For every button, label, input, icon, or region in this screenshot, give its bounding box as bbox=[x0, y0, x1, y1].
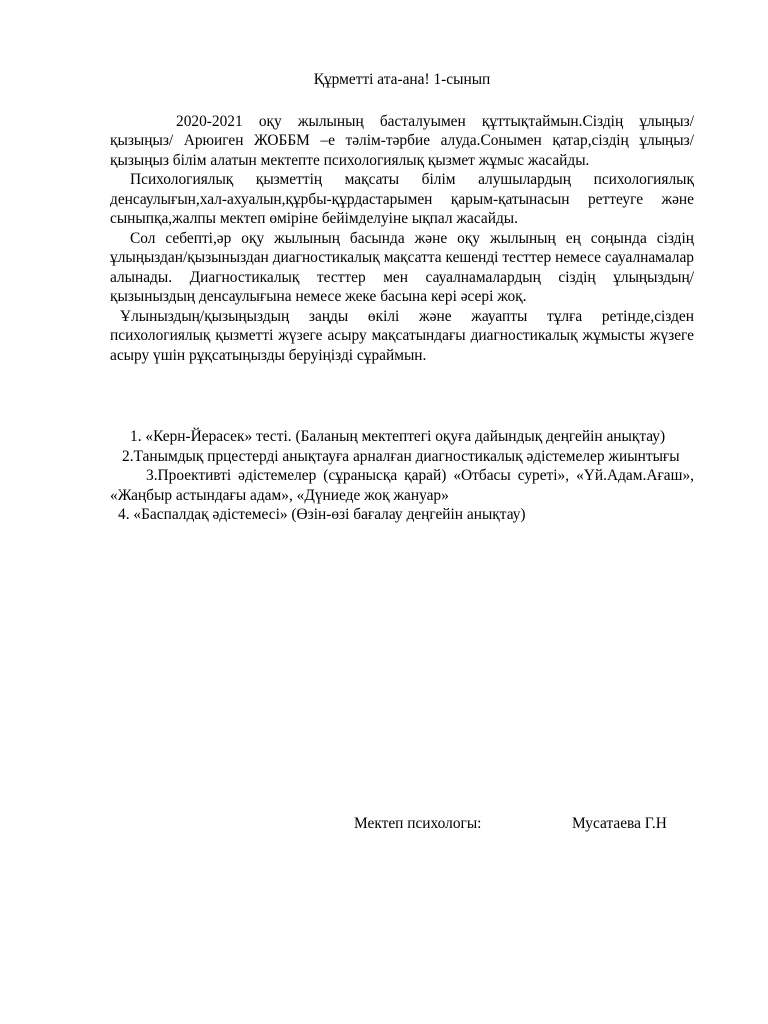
list-item: 3.Проективті әдістемелер (сұранысқа қарай) «Отбасы суреті», «Үй.Адам.Ағаш», «Жаңбыр астындағы адам», «Дүниеде жоқ жануар» bbox=[110, 467, 694, 504]
signature-name: Мусатаева Г.Н bbox=[572, 815, 667, 832]
paragraph-purpose: Психологиялық қызметтің мақсаты білім алушылардың психологиялық денсаулығын,хал-ахуалын,құрбы-құрдастарымен қарым-қатынасын реттеуге және сыныпқа,жалпы мектеп өміріне бейімделуіне ықпал жасайды. bbox=[110, 171, 694, 227]
signature-role: Мектеп психологы: bbox=[354, 815, 482, 832]
list-item: 1. «Керн-Йерасек» тесті. (Баланың мектептегі оқуға дайындық деңгейін анықтау) bbox=[130, 428, 666, 445]
list-item: 2.Танымдық прцестерді анықтауға арналған диагностикалық әдістемелер жиынтығы bbox=[122, 447, 680, 465]
paragraph-diagnostics: Сол себепті,әр оқу жылының басында және оқу жылының ең соңында сіздің ұлыңыздан/қызыныздан диагностикалық мақсатта кешенді тесттер немесе сауалнамалар алынады. Диагностикалық тесттер мен сауалнамалардың сіздің ұлыңыздың/қызыныздың денсаулығына немесе жеке басына кері әсері жоқ. bbox=[110, 229, 694, 305]
methods-list bbox=[110, 427, 694, 525]
document-body bbox=[110, 70, 694, 525]
paragraph-consent-request: Ұлыныздың/қызыңыздың заңды өкілі және жауапты тұлға ретінде,сізден психологиялық қызметті жүзеге асыру мақсатындағы диагностикалық жұмысты жүзеге асыру үшін рұқсатыңызды беруіңізді сұраймын. bbox=[110, 307, 694, 364]
list-item: 4. «Баспалдақ әдістемесі» (Өзін-өзі бағалау деңгейін анықтау) bbox=[118, 506, 526, 523]
document-title: Құрметті ата-ана! 1-сынып bbox=[313, 71, 491, 88]
paragraph-greeting: 2020-2021 оқу жылының басталуымен құттықтаймын.Сіздің ұлыңыз/қызыңыз/ Арюиген ЖОББМ –е тәлім-тәрбие алуда.Сонымен қатар,сіздің ұлыңыз/қызыңыз білім алатын мектепте психологиялық қызмет жұмыс жасайды. bbox=[110, 112, 694, 169]
